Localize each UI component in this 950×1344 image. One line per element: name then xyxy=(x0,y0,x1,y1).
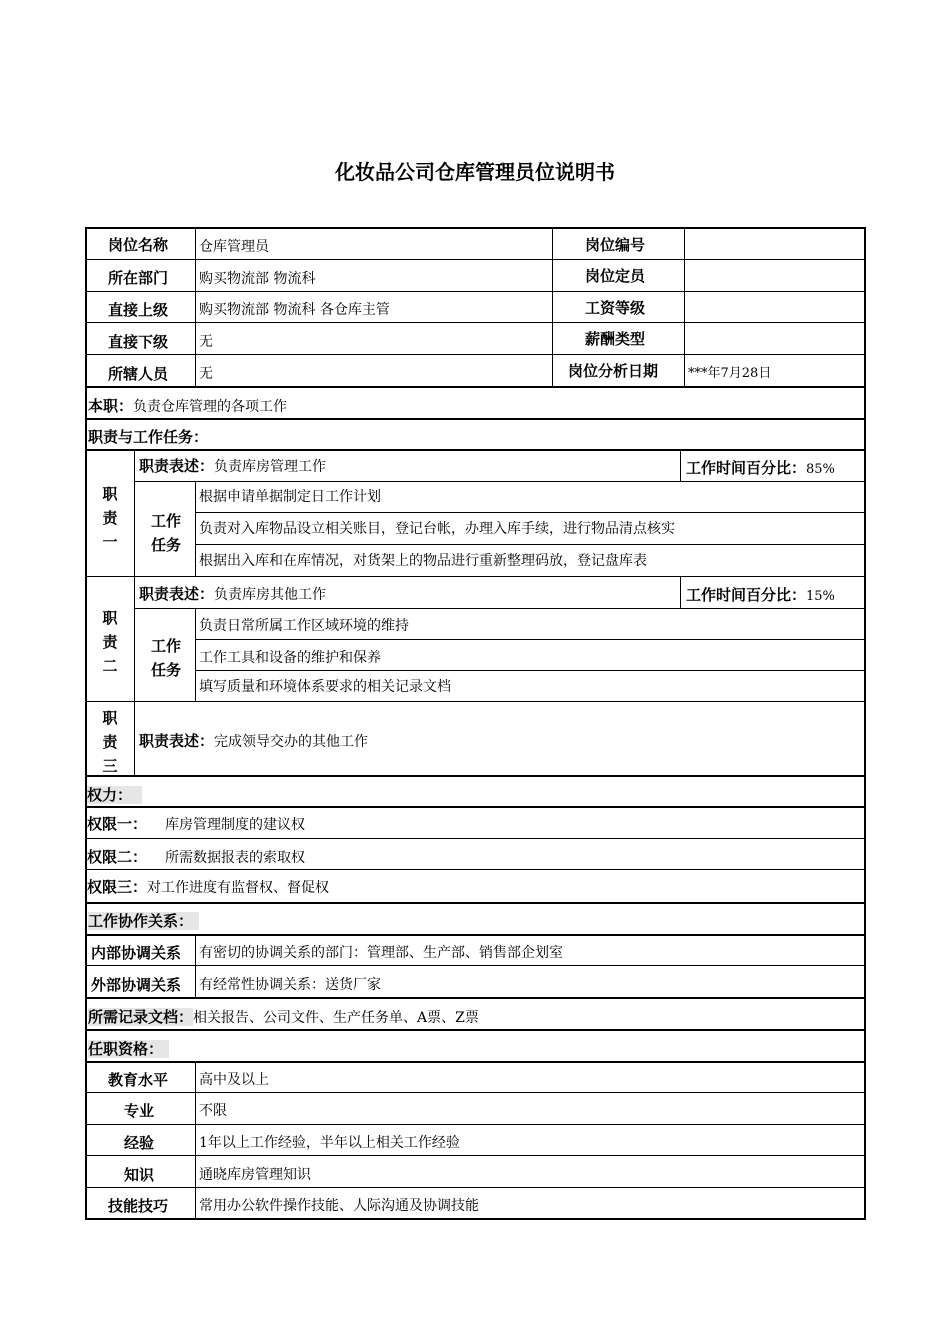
dept-label: 所在部门 xyxy=(108,269,169,287)
power-row-1 xyxy=(87,815,305,834)
power-row-3 xyxy=(87,878,329,897)
superior-value: 购买物流部 物流科 各仓库主管 xyxy=(199,302,390,318)
table-border-right xyxy=(864,227,866,1220)
major-label: 专业 xyxy=(124,1102,155,1120)
records-text: 相关报告、公司文件、生产任务单、A票、Z票 xyxy=(193,1010,479,1026)
subordinate-value: 无 xyxy=(199,334,213,350)
external-value: 有经常性协调关系：送货厂家 xyxy=(199,977,381,993)
knowledge-value: 通晓库房管理知识 xyxy=(199,1167,311,1183)
duty-text: 负责仓库管理的各项工作 xyxy=(133,399,288,415)
skill-value: 常用办公软件操作技能、人际沟通及协调技能 xyxy=(199,1198,479,1214)
coop-header: 工作协作关系： xyxy=(88,912,199,930)
resp2-label xyxy=(86,606,134,678)
resp2-task-2: 工作工具和设备的维护和保养 xyxy=(199,650,381,666)
table-border-bottom xyxy=(85,1218,866,1220)
under-value: 无 xyxy=(199,366,213,382)
power-3-label: 权限三： xyxy=(87,878,148,896)
resp1-char2: 责 xyxy=(102,509,118,527)
resp1-task-label-2: 任务 xyxy=(150,536,181,554)
post-name-label: 岗位名称 xyxy=(108,236,169,254)
power-1-text: 库房管理制度的建议权 xyxy=(165,817,306,833)
resp3-desc-text: 完成领导交办的其他工作 xyxy=(214,734,369,750)
resp3-char1: 职 xyxy=(102,709,118,727)
edu-label: 教育水平 xyxy=(108,1071,169,1089)
resp2-desc xyxy=(139,585,326,604)
document-title: 化妆品公司仓库管理员位说明书 xyxy=(335,160,615,184)
pay-type-label: 薪酬类型 xyxy=(585,330,646,348)
resp1-desc-label: 职责表述： xyxy=(139,457,215,475)
resp2-task-1: 负责日常所属工作区域环境的维持 xyxy=(199,618,409,634)
resp1-label xyxy=(86,482,134,554)
resp1-desc-text: 负责库房管理工作 xyxy=(214,459,327,475)
analysis-date-value: ***年7月28日 xyxy=(688,366,772,381)
resp2-time-pct: 15% xyxy=(806,589,835,604)
post-name-value: 仓库管理员 xyxy=(199,239,269,255)
duty-label: 本职： xyxy=(88,397,134,415)
table-border-top xyxy=(85,227,866,229)
resp2-task-label-1: 工作 xyxy=(150,637,181,655)
post-no-label: 岗位编号 xyxy=(585,236,646,254)
resp3-char3: 三 xyxy=(102,757,118,775)
knowledge-label: 知识 xyxy=(124,1166,155,1184)
records-label: 所需记录文档： xyxy=(88,1008,194,1026)
resp1-task-2: 负责对入库物品设立相关账目，登记台帐，办理入库手续，进行物品清点核实 xyxy=(199,521,675,537)
qual-header: 任职资格： xyxy=(88,1040,169,1058)
resp3-char2: 责 xyxy=(102,733,118,751)
wage-grade-label: 工资等级 xyxy=(585,299,646,317)
resp1-time-pct: 85% xyxy=(806,462,835,477)
internal-value: 有密切的协调关系的部门：管理部、生产部、销售部企划室 xyxy=(199,945,563,961)
resp2-time xyxy=(686,586,835,606)
resp1-time xyxy=(686,459,835,479)
resp2-task-label-2: 任务 xyxy=(150,661,181,679)
records-row xyxy=(88,1008,479,1027)
staffing-label: 岗位定员 xyxy=(585,267,646,285)
resp1-task-3: 根据出入库和在库情况，对货架上的物品进行重新整理码放，登记盘库表 xyxy=(199,553,647,569)
power-3-text: 对工作进度有监督权、督促权 xyxy=(147,880,330,896)
resp1-task-1: 根据申请单据制定日工作计划 xyxy=(199,489,381,505)
resp2-desc-text: 负责库房其他工作 xyxy=(214,587,327,603)
major-value: 不限 xyxy=(199,1103,227,1119)
superior-label: 直接上级 xyxy=(108,301,169,319)
resp1-desc xyxy=(139,457,326,476)
analysis-date-label: 岗位分析日期 xyxy=(568,362,659,380)
resp2-char1: 职 xyxy=(102,609,118,627)
power-2-text: 所需数据报表的索取权 xyxy=(165,850,306,866)
power-2-label: 权限二： xyxy=(87,848,148,866)
resp2-desc-label: 职责表述： xyxy=(139,585,215,603)
resp2-task-label xyxy=(142,634,190,682)
power-row-2 xyxy=(87,848,305,867)
duty-row xyxy=(88,397,287,416)
resp2-char2: 责 xyxy=(102,633,118,651)
external-label: 外部协调关系 xyxy=(91,976,182,994)
under-label: 所辖人员 xyxy=(108,365,169,383)
resp-header: 职责与工作任务： xyxy=(88,428,209,446)
resp1-char1: 职 xyxy=(102,485,118,503)
resp1-time-label: 工作时间百分比： xyxy=(686,459,807,477)
resp3-label xyxy=(86,706,134,778)
resp2-task-3: 填写质量和环境体系要求的相关记录文档 xyxy=(199,679,451,695)
exp-value: 1年以上工作经验，半年以上相关工作经验 xyxy=(199,1135,460,1151)
resp1-char3: 一 xyxy=(102,533,118,551)
exp-label: 经验 xyxy=(124,1134,155,1152)
resp3-desc xyxy=(139,732,368,751)
resp2-time-label: 工作时间百分比： xyxy=(686,586,807,604)
skill-label: 技能技巧 xyxy=(108,1197,169,1215)
resp3-desc-label: 职责表述： xyxy=(139,732,215,750)
edu-value: 高中及以上 xyxy=(199,1072,269,1088)
subordinate-label: 直接下级 xyxy=(108,333,169,351)
dept-value: 购买物流部 物流科 xyxy=(199,271,316,287)
resp1-task-label xyxy=(142,509,190,557)
resp1-task-label-1: 工作 xyxy=(150,512,181,530)
internal-label: 内部协调关系 xyxy=(91,944,182,962)
power-header: 权力： xyxy=(87,786,142,804)
resp2-char3: 二 xyxy=(102,657,118,675)
power-1-label: 权限一： xyxy=(87,815,148,833)
